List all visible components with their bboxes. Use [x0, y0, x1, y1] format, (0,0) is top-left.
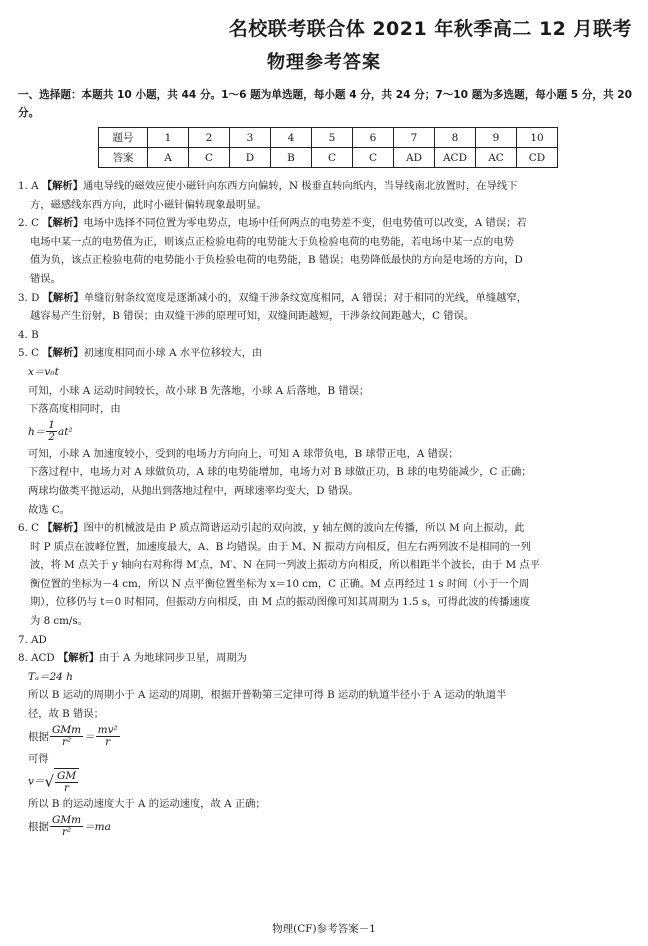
- formula-period: Tₐ＝24 h: [28, 670, 73, 683]
- table-cell-number: 9: [476, 128, 517, 148]
- table-cell-number: 10: [517, 128, 558, 148]
- solution-7-line: 7. AD: [18, 633, 47, 646]
- formula-part: v＝: [28, 775, 45, 788]
- section-heading: 一、选择题：本题共 10 小题，共 44 分。1～6 题为单选题，每小题 4 分，共 24 分；7～10 题为多选题，每小题 5 分，共 20 分。: [18, 89, 633, 119]
- solution-3-line: [18, 289, 638, 308]
- table-row-label: 题号: [99, 128, 148, 148]
- solution-6-line: 衡位置的坐标为－4 cm，所以 N 点平衡位置坐标为 x＝10 cm，C 正确。M 点再经过 1 s 时间（小于一个周: [30, 577, 530, 590]
- analysis-tag: 【解析】: [42, 217, 84, 230]
- solution-5-line: 两球均做类平抛运动，从抛出到落地过程中，两球速率均变大，D 错误。: [28, 484, 359, 497]
- solution-3-number: 3. D: [18, 291, 40, 304]
- solution-5-line: 可知，小球 A 加速度较小，受到的电场力方向向上，可知 A 球带负电，B 球带正电，A 错误；: [28, 447, 459, 460]
- formula-part: 根据: [28, 820, 49, 833]
- solution-5-line: [18, 344, 638, 363]
- analysis-tag: 【解析】: [57, 652, 100, 665]
- formula-part: ＝: [84, 730, 95, 743]
- table-cell-answer: CD: [517, 148, 558, 168]
- formula-part: at²: [57, 425, 73, 438]
- formula-gravity-centripetal: [18, 724, 638, 750]
- solution-1-line: [18, 177, 638, 196]
- solution-6-line: [18, 519, 638, 538]
- solution-5-line: 故选 C。: [28, 503, 71, 516]
- analysis-tag: 【解析】: [41, 180, 84, 192]
- solution-8-line: 所以 B 运动的周期小于 A 运动的周期，根据开普勒第三定律可得 B 运动的轨道半径小于 A 运动的轨道半: [28, 689, 507, 702]
- table-cell-number: 6: [353, 128, 394, 148]
- solution-5-line: 下落过程中，电场力对 A 球做负功，A 球的电势能增加，电场力对 B 球做正功，B 球的电势能减少，C 正确；: [28, 466, 532, 479]
- solution-2-line: [18, 214, 638, 233]
- solution-5-line: 下落高度相同时，由: [28, 403, 121, 416]
- solution-3-line: 越容易产生衍射，B 错误；由双缝干涉的原理可知，双缝间距越短，干涉条纹间距越大，C 错误。: [30, 310, 475, 323]
- fraction-numerator: GMm: [52, 814, 82, 827]
- solution-6-number: 6. C: [18, 522, 39, 535]
- fraction: [50, 815, 83, 838]
- formula-gravity-ma: [18, 814, 638, 840]
- solution-2-line: 值为负，该点正检验电荷的电势能小于负检验电荷的电势能，B 错误；电势降低最快的方向是电场的方向，D: [30, 254, 523, 267]
- page-footer: 物理(CF)参考答案－1: [272, 923, 376, 935]
- table-row-numbers: [99, 128, 558, 148]
- fraction: [46, 420, 57, 443]
- solution-6-line: 时 P 质点在波峰位置，加速度最大，A、B 均错误。由于 M、N 振动方向相反，但左右两列波不是相同的一列: [30, 540, 531, 553]
- formula-velocity: [18, 768, 638, 795]
- formula-part: h＝: [28, 425, 46, 438]
- table-cell-number: 1: [148, 128, 189, 148]
- fraction-numerator: 1: [48, 419, 55, 432]
- solutions-body: [18, 177, 638, 840]
- table-cell-answer: AD: [394, 148, 435, 168]
- table-row-label: 答案: [99, 148, 148, 168]
- fraction-denominator: 2: [48, 431, 55, 444]
- table-cell-number: 8: [435, 128, 476, 148]
- solution-text: 初速度相同而小球 A 水平位移较大，由: [83, 347, 263, 360]
- fraction-denominator: r: [105, 736, 111, 749]
- table-cell-answer: D: [230, 148, 271, 168]
- fraction-numerator: mv²: [97, 724, 118, 737]
- solution-text: 图中的机械波是由 P 质点简谐运动引起的双向波，y 轴左侧的波向左传播，所以 M 向上振动，此: [83, 522, 525, 535]
- solution-6-line: 波，将 M 点关于 y 轴向右对称得 M′点，M′、N 在同一列波上振动方向相反，所以相距半个波长，由于 M 点平: [30, 559, 541, 572]
- square-root: √ $\frac{GM}{r}$: [44, 768, 79, 795]
- solution-6-line: 期），位移仍与 t＝0 时相同，但振动方向相反，由 M 点的振动图像可知其周期为 1.5 s，可得此波的传播速度: [30, 596, 531, 609]
- analysis-tag: 【解析】: [42, 347, 84, 360]
- fraction-denominator: r²: [61, 736, 72, 749]
- fraction: [50, 725, 83, 748]
- fraction-denominator: r²: [61, 826, 72, 839]
- solution-2-number: 2. C: [18, 217, 39, 230]
- fraction-numerator: GMm: [52, 724, 82, 737]
- solution-6-line: 为 8 cm/s。: [30, 615, 88, 628]
- solution-8-line: 所以 B 的运动速度大于 A 的运动速度，故 A 正确；: [28, 798, 266, 811]
- solution-8-line: 径，故 B 错误；: [28, 708, 104, 721]
- formula-x-v0t: x＝v₀t: [28, 365, 59, 378]
- solution-4-line: 4. B: [18, 328, 39, 341]
- table-cell-answer: ACD: [435, 148, 476, 168]
- solution-8-line: [18, 649, 638, 668]
- table-cell-answer: C: [189, 148, 230, 168]
- table-cell-number: 7: [394, 128, 435, 148]
- solution-2-line: 电场中某一点的电势值为正，则该点正检验电荷的电势能大于负检验电荷的电势能，若电场中某一点的电势: [30, 235, 514, 248]
- table-row-answers: [99, 148, 558, 168]
- solution-text: 通电导线的磁效应使小磁针向东西方向偏转，N 极垂直转向纸内，当导线南北放置时，在导线下: [83, 180, 518, 192]
- solution-8-line: 可得: [28, 752, 49, 765]
- table-cell-answer: C: [312, 148, 353, 168]
- table-cell-number: 4: [271, 128, 312, 148]
- analysis-tag: 【解析】: [42, 522, 84, 535]
- solution-8-number: 8. ACD: [18, 652, 55, 665]
- solution-2-line: 错误。: [30, 272, 61, 285]
- fraction: [55, 771, 78, 794]
- exam-title: 名校联考联合体 2021 年秋季高二 12 月联考: [228, 18, 632, 40]
- table-cell-number: 5: [312, 128, 353, 148]
- formula-part: ＝ma: [84, 820, 111, 833]
- table-cell-answer: AC: [476, 148, 517, 168]
- solution-1-number: 1. A: [18, 180, 39, 192]
- formula-part: 根据: [28, 730, 49, 743]
- table-cell-number: 3: [230, 128, 271, 148]
- fraction-denominator: r: [64, 781, 70, 794]
- fraction-numerator: GM: [57, 769, 77, 782]
- fraction: [96, 725, 120, 748]
- answer-table: [98, 127, 558, 168]
- solution-5-line: 可知，小球 A 运动时间较长，故小球 B 先落地，小球 A 后落地，B 错误；: [28, 384, 370, 397]
- solution-text: 电场中选择不同位置为零电势点，电场中任何两点的电势差不变，但电势值可以改变，A 错误；若: [83, 217, 527, 230]
- table-cell-answer: C: [353, 148, 394, 168]
- solution-text: 由于 A 为地球同步卫星，周期为: [99, 652, 247, 665]
- table-cell-answer: B: [271, 148, 312, 168]
- solution-1-line: 方，磁感线东西方向，此时小磁针偏转现象最明显。: [30, 198, 267, 211]
- solution-text: 单缝衍射条纹宽度是逐渐减小的，双缝干涉条纹宽度相同，A 错误；对于相同的光线，单缝越窄，: [83, 291, 528, 304]
- solution-5-number: 5. C: [18, 347, 39, 360]
- analysis-tag: 【解析】: [42, 291, 84, 304]
- table-cell-answer: A: [148, 148, 189, 168]
- answer-sheet-title: 物理参考答案: [267, 52, 381, 73]
- table-cell-number: 2: [189, 128, 230, 148]
- formula-h-half-at2: [18, 419, 638, 445]
